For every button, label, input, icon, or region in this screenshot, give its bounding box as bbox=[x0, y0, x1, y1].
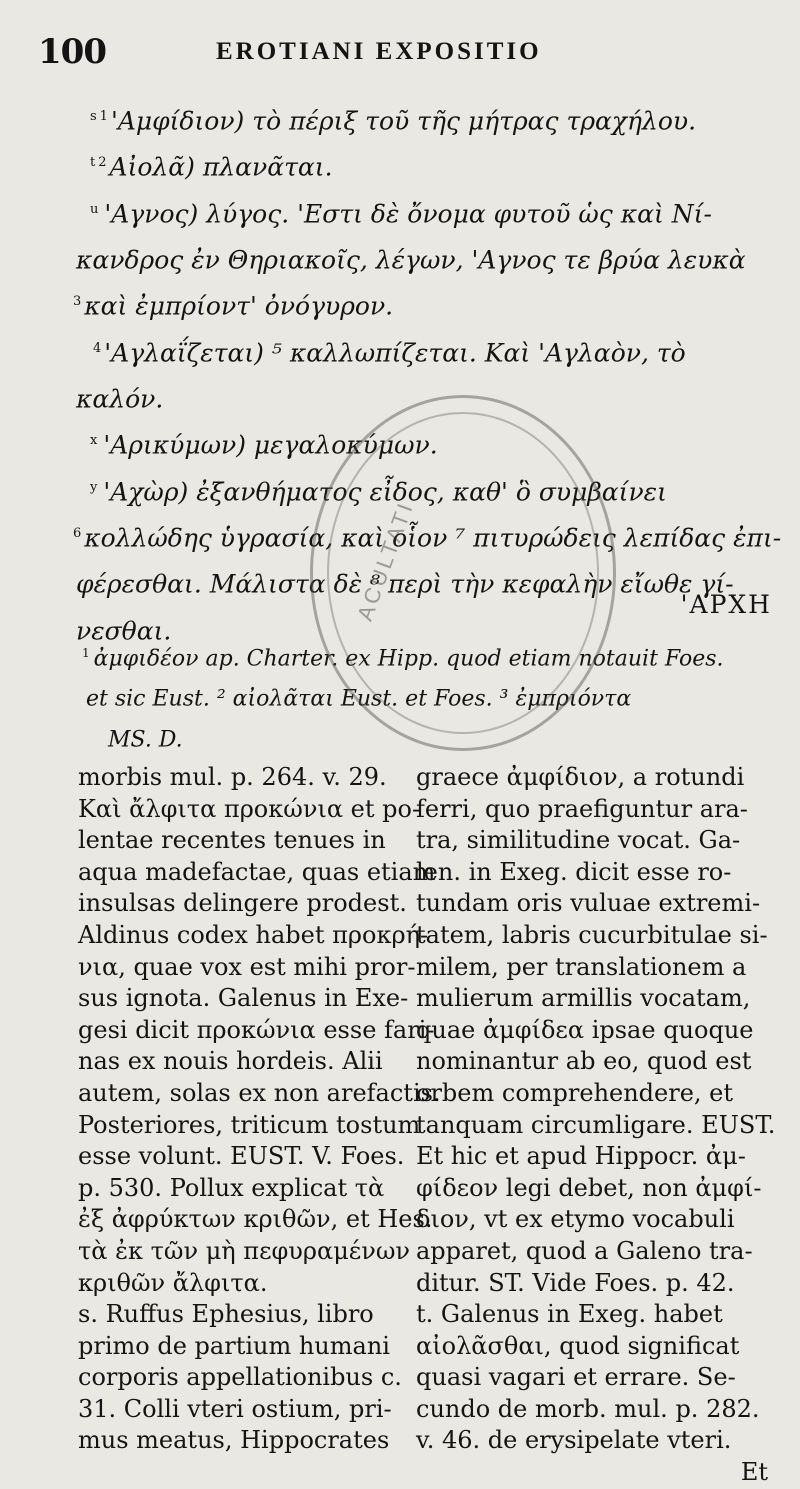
entry-line: $^3$ καὶ ἐμπρίοντ' ὀνόγυρον. bbox=[73, 291, 394, 321]
entry-line: καλόν. bbox=[76, 384, 164, 414]
commentary-line: apparet, quod a Galeno tra- bbox=[416, 1236, 753, 1265]
commentary-line: διον, vt ex etymo vocabuli bbox=[416, 1205, 735, 1234]
commentary-line: milem, per translationem a bbox=[416, 952, 747, 981]
stamp-text: ACULTATI bbox=[352, 497, 419, 625]
commentary-line: φίδεον legi debet, non ἀμφί- bbox=[416, 1173, 762, 1202]
commentary-line: Et bbox=[740, 1458, 768, 1487]
commentary-line: τὰ ἐκ τῶν μὴ πεφυραμένων bbox=[78, 1236, 410, 1265]
commentary-line: morbis mul. p. 264. v. 29. bbox=[78, 763, 387, 791]
commentary-line: quasi vagari et errare. Se- bbox=[416, 1363, 736, 1392]
commentary-line: v. 46. de erysipelate vteri. bbox=[416, 1426, 732, 1455]
commentary-line: mus meatus, Hippocrates bbox=[78, 1426, 390, 1455]
commentary-line: mulierum armillis vocatam, bbox=[416, 984, 751, 1013]
commentary-line: p. 530. Pollux explicat τὰ bbox=[78, 1173, 385, 1202]
commentary-line: 31. Colli vteri ostium, pri- bbox=[78, 1394, 392, 1423]
commentary-line: ἐξ ἀφρύκτων κριθῶν, et Hes. bbox=[78, 1205, 433, 1234]
running-title: EROTIANI EXPOSITIO bbox=[216, 38, 542, 65]
commentary-line: tra, similitudine vocat. Ga- bbox=[416, 826, 741, 855]
entry-aglaizetai: $^4$ 'Αγλαΐζεται) ⁵ καλλωπίζεται. Καὶ 'Αγλαὸν, τὸ bbox=[93, 337, 686, 367]
commentary-line: len. in Exeg. dicit esse ro- bbox=[416, 857, 732, 886]
commentary-line: tundam oris vuluae extremi- bbox=[416, 889, 761, 918]
commentary-line: κριθῶν ἄλφιτα. bbox=[78, 1268, 268, 1297]
commentary-line: s. Ruffus Ephesius, libro bbox=[78, 1300, 374, 1329]
entry-agnos: $^u$ 'Αγνος) λύγος. 'Εστι δὲ ὄνομα φυτοῦ ὡς καὶ Νί- bbox=[90, 198, 712, 228]
commentary-line: corporis appellationibus c. bbox=[78, 1363, 402, 1392]
commentary-line: cundo de morb. mul. p. 282. bbox=[416, 1394, 760, 1423]
commentary-line: nominantur ab eo, quod est bbox=[416, 1047, 752, 1076]
commentary-line: primo de partium humani bbox=[78, 1331, 390, 1360]
footnote-line: et sic Eust. ² αἰολᾶται Eust. et Foes. ³ ἐμπριόντα bbox=[86, 686, 632, 712]
commentary-right-column bbox=[416, 762, 776, 1489]
commentary bbox=[78, 762, 776, 1487]
commentary-line: αἰολᾶσθαι, quod significat bbox=[416, 1331, 740, 1360]
commentary-line: aqua madefactae, quas etiam bbox=[78, 857, 436, 886]
commentary-line: insulsas delingere prodest. bbox=[78, 889, 407, 918]
running-head bbox=[38, 32, 778, 72]
commentary-line: lentae recentes tenues in bbox=[78, 826, 386, 855]
entry-line: κανδρος ἐν Θηριακοῖς, λέγων, 'Αγνος τε βρύα λευκὰ bbox=[76, 245, 746, 275]
commentary-line: Aldinus codex habet προκρή- bbox=[78, 920, 429, 949]
entry-amphidion: $^s$ $^1$ 'Αμφίδιον) τὸ πέριξ τοῦ τῆς μήτρας τραχήλου. bbox=[90, 106, 697, 136]
page-number: 100 bbox=[38, 32, 106, 72]
commentary-line: orbem comprehendere, et bbox=[416, 1078, 734, 1107]
commentary-line: tatem, labris cucurbitulae si- bbox=[416, 920, 768, 949]
commentary-line: Posteriores, triticum tostum bbox=[78, 1110, 421, 1139]
entry-line: φέρεσθαι. Μάλιστα δὲ ⁸ περὶ τὴν κεφαλὴν εἴωθε γί- bbox=[76, 569, 734, 599]
entry-achor: $^y$ 'Αχὼρ) ἐξανθήματος εἶδος, καθ' ὃ συμβαίνει bbox=[90, 476, 667, 506]
entry-aiola: $^t$ $^2$ Αἰολᾶ) πλανᾶται. bbox=[90, 152, 333, 182]
commentary-line: gesi dicit προκώνια esse fari- bbox=[78, 1015, 435, 1044]
commentary-line: ditur. ST. Vide Foes. p. 42. bbox=[416, 1268, 735, 1297]
footnote-line: $^1$ ἀμφιδέον ap. Charter. ex Hipp. quod etiam notauit Foes. bbox=[82, 646, 724, 672]
commentary-line: nas ex nouis hordeis. Alii bbox=[78, 1047, 383, 1076]
entry-arikymon: $^x$ 'Αρικύμων) μεγαλοκύμων. bbox=[90, 430, 438, 460]
commentary-line: quae ἀμφίδεα ipsae quoque bbox=[416, 1015, 754, 1044]
catchword: 'ΑΡΧΗ bbox=[680, 590, 772, 619]
commentary-line: tanquam circumligare. EUST. bbox=[416, 1110, 776, 1139]
commentary-line: ferri, quo praefiguntur ara- bbox=[416, 794, 748, 823]
commentary-line: Καὶ ἄλφιτα προκώνια et po- bbox=[78, 794, 421, 823]
commentary-left-column bbox=[78, 762, 441, 1457]
footnote-line: MS. D. bbox=[108, 726, 183, 752]
commentary-line: Et hic et apud Hippocr. ἀμ- bbox=[416, 1142, 746, 1171]
commentary-line: autem, solas ex non arefactis. bbox=[78, 1078, 441, 1107]
commentary-line: t. Galenus in Exeg. habet bbox=[416, 1300, 723, 1329]
entry-line: νεσθαι. bbox=[76, 615, 172, 645]
entry-line: $^6$ κολλώδης ὑγρασία, καὶ οἷον ⁷ πιτυρώδεις λεπίδας ἐπι- bbox=[73, 523, 782, 553]
greek-entries bbox=[70, 96, 782, 652]
commentary-line: νια, quae vox est mihi pror- bbox=[78, 952, 416, 981]
commentary-line: graece ἀμφίδιον, a rotundi bbox=[416, 763, 745, 791]
commentary-line: sus ignota. Galenus in Exe- bbox=[78, 984, 409, 1013]
footnotes bbox=[78, 636, 778, 757]
commentary-line: esse volunt. EUST. V. Foes. bbox=[78, 1142, 405, 1171]
